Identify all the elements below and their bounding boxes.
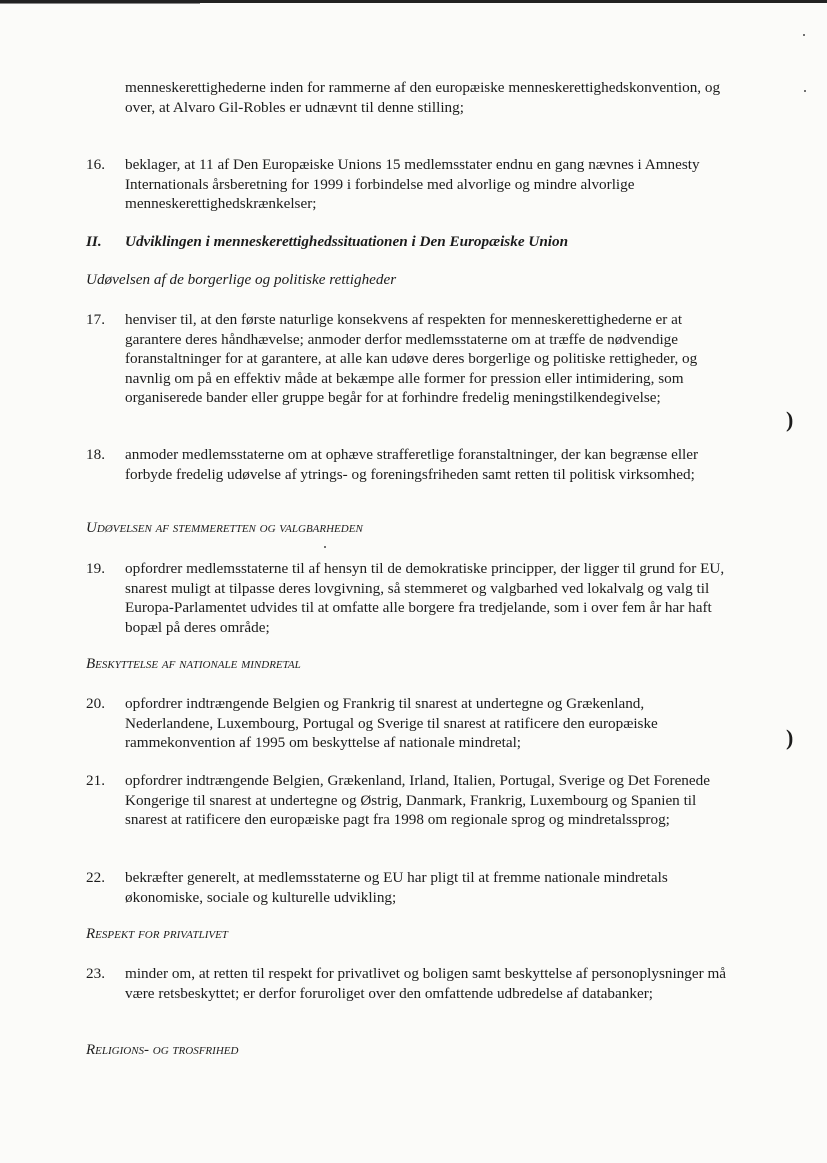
scan-speck: [803, 34, 805, 36]
top-rule: [0, 0, 827, 3]
subheading-religious-freedom: Religions- og trosfrihed: [86, 1042, 239, 1058]
section-number: II.: [86, 233, 102, 250]
subheading-privacy: Respekt for privatlivet: [86, 926, 228, 942]
section-heading: [86, 232, 568, 252]
paragraph-number: 19.: [86, 560, 105, 577]
scan-mark: ): [786, 407, 794, 432]
paragraph-text: henviser til, at den første naturlige konsekvens af respekten for menneskerettighederne er at garantere deres håndhævelse; anmoder derfor medlemsstaterne om at træffe de nødvendige foranstaltninger for at garantere, at alle kan udøve deres borgerlige og politiske rettigheder, og navnlig om på en effektiv måde at bekæmpe alle former for pression eller intimidering, som organiserede bander eller gruppe begår for at forhindre fredelig meningstilkendegivelse;: [125, 311, 698, 407]
paragraph-text: bekræfter generelt, at medlemsstaterne og EU har pligt til at fremme nationale mindretals økonomiske, sociale og kulturelle udvikling;: [125, 869, 668, 906]
scan-mark: ): [786, 725, 794, 750]
continuation-text: menneskerettighederne inden for rammerne af den europæiske menneskerettighedskonvention, og over, at Alvaro Gil-Robles er udnævnt til denne stilling;: [125, 79, 721, 116]
subheading-national-minorities: Beskyttelse af nationale mindretal: [86, 656, 301, 672]
paragraph-number: 23.: [86, 965, 105, 982]
scan-speck: [324, 546, 326, 548]
paragraph-text: beklager, at 11 af Den Europæiske Unions 15 medlemsstater endnu en gang nævnes i Amnesty Internationals årsberetning for 1999 i forbindelse med alvorlige og mindre alvorlige menneskerettighedskrænkelser;: [125, 156, 700, 213]
paragraph-text: opfordrer indtrængende Belgien og Frankrig til snarest at undertegne og Grækenland, Nederlandene, Luxembourg, Portugal og Sverige til snarest at ratificere den europæiske rammekonvention af 1995 om beskyttelse af nationale mindretal;: [125, 695, 658, 752]
section-title: Udviklingen i menneskerettighedssituationen i Den Europæiske Union: [125, 233, 569, 250]
paragraph-text: anmoder medlemsstaterne om at ophæve strafferetlige foranstaltninger, der kan begrænse eller forbyde fredelig udøvelse af ytrings- og foreningsfriheden samt retten til politisk virksomhed;: [125, 446, 699, 483]
paragraph-text: opfordrer indtrængende Belgien, Grækenland, Irland, Italien, Portugal, Sverige og Det Forenede Kongerige til snarest at undertegne og Østrig, Danmark, Frankrig, Luxembourg og Spanien til snarest at ratificere den europæiske pagt fra 1998 om regionale sprog og mindretalssprog;: [125, 772, 710, 829]
subheading-voting-rights: Udøvelsen af stemmeretten og valgbarheden: [86, 520, 363, 536]
paragraph-number: 16.: [86, 156, 105, 173]
paragraph-number: 17.: [86, 311, 105, 328]
paragraph-text: opfordrer medlemsstaterne til af hensyn til de demokratiske principper, der ligger til grund for EU, snarest muligt at tilpasse deres lovgivning, så stemmeret og valgbarhed ved lokalvalg og valg til Europa-Parlamentet udvides til at omfatte alle borgere fra tredjelande, som i over fem år har haft bopæl på deres område;: [125, 560, 725, 636]
paragraph-number: 20.: [86, 695, 105, 712]
paragraph-number: 21.: [86, 772, 105, 789]
paragraph-text: minder om, at retten til respekt for privatlivet og boligen samt beskyttelse af personoplysninger må være retsbeskyttet; er derfor foruroliget over den omfattende udbredelse af databanker;: [125, 965, 727, 1002]
scan-speck: [804, 90, 806, 92]
paragraph-number: 18.: [86, 446, 105, 463]
subheading-civil-political-rights: Udøvelsen af de borgerlige og politiske rettigheder: [86, 271, 397, 288]
paragraph-number: 22.: [86, 869, 105, 886]
